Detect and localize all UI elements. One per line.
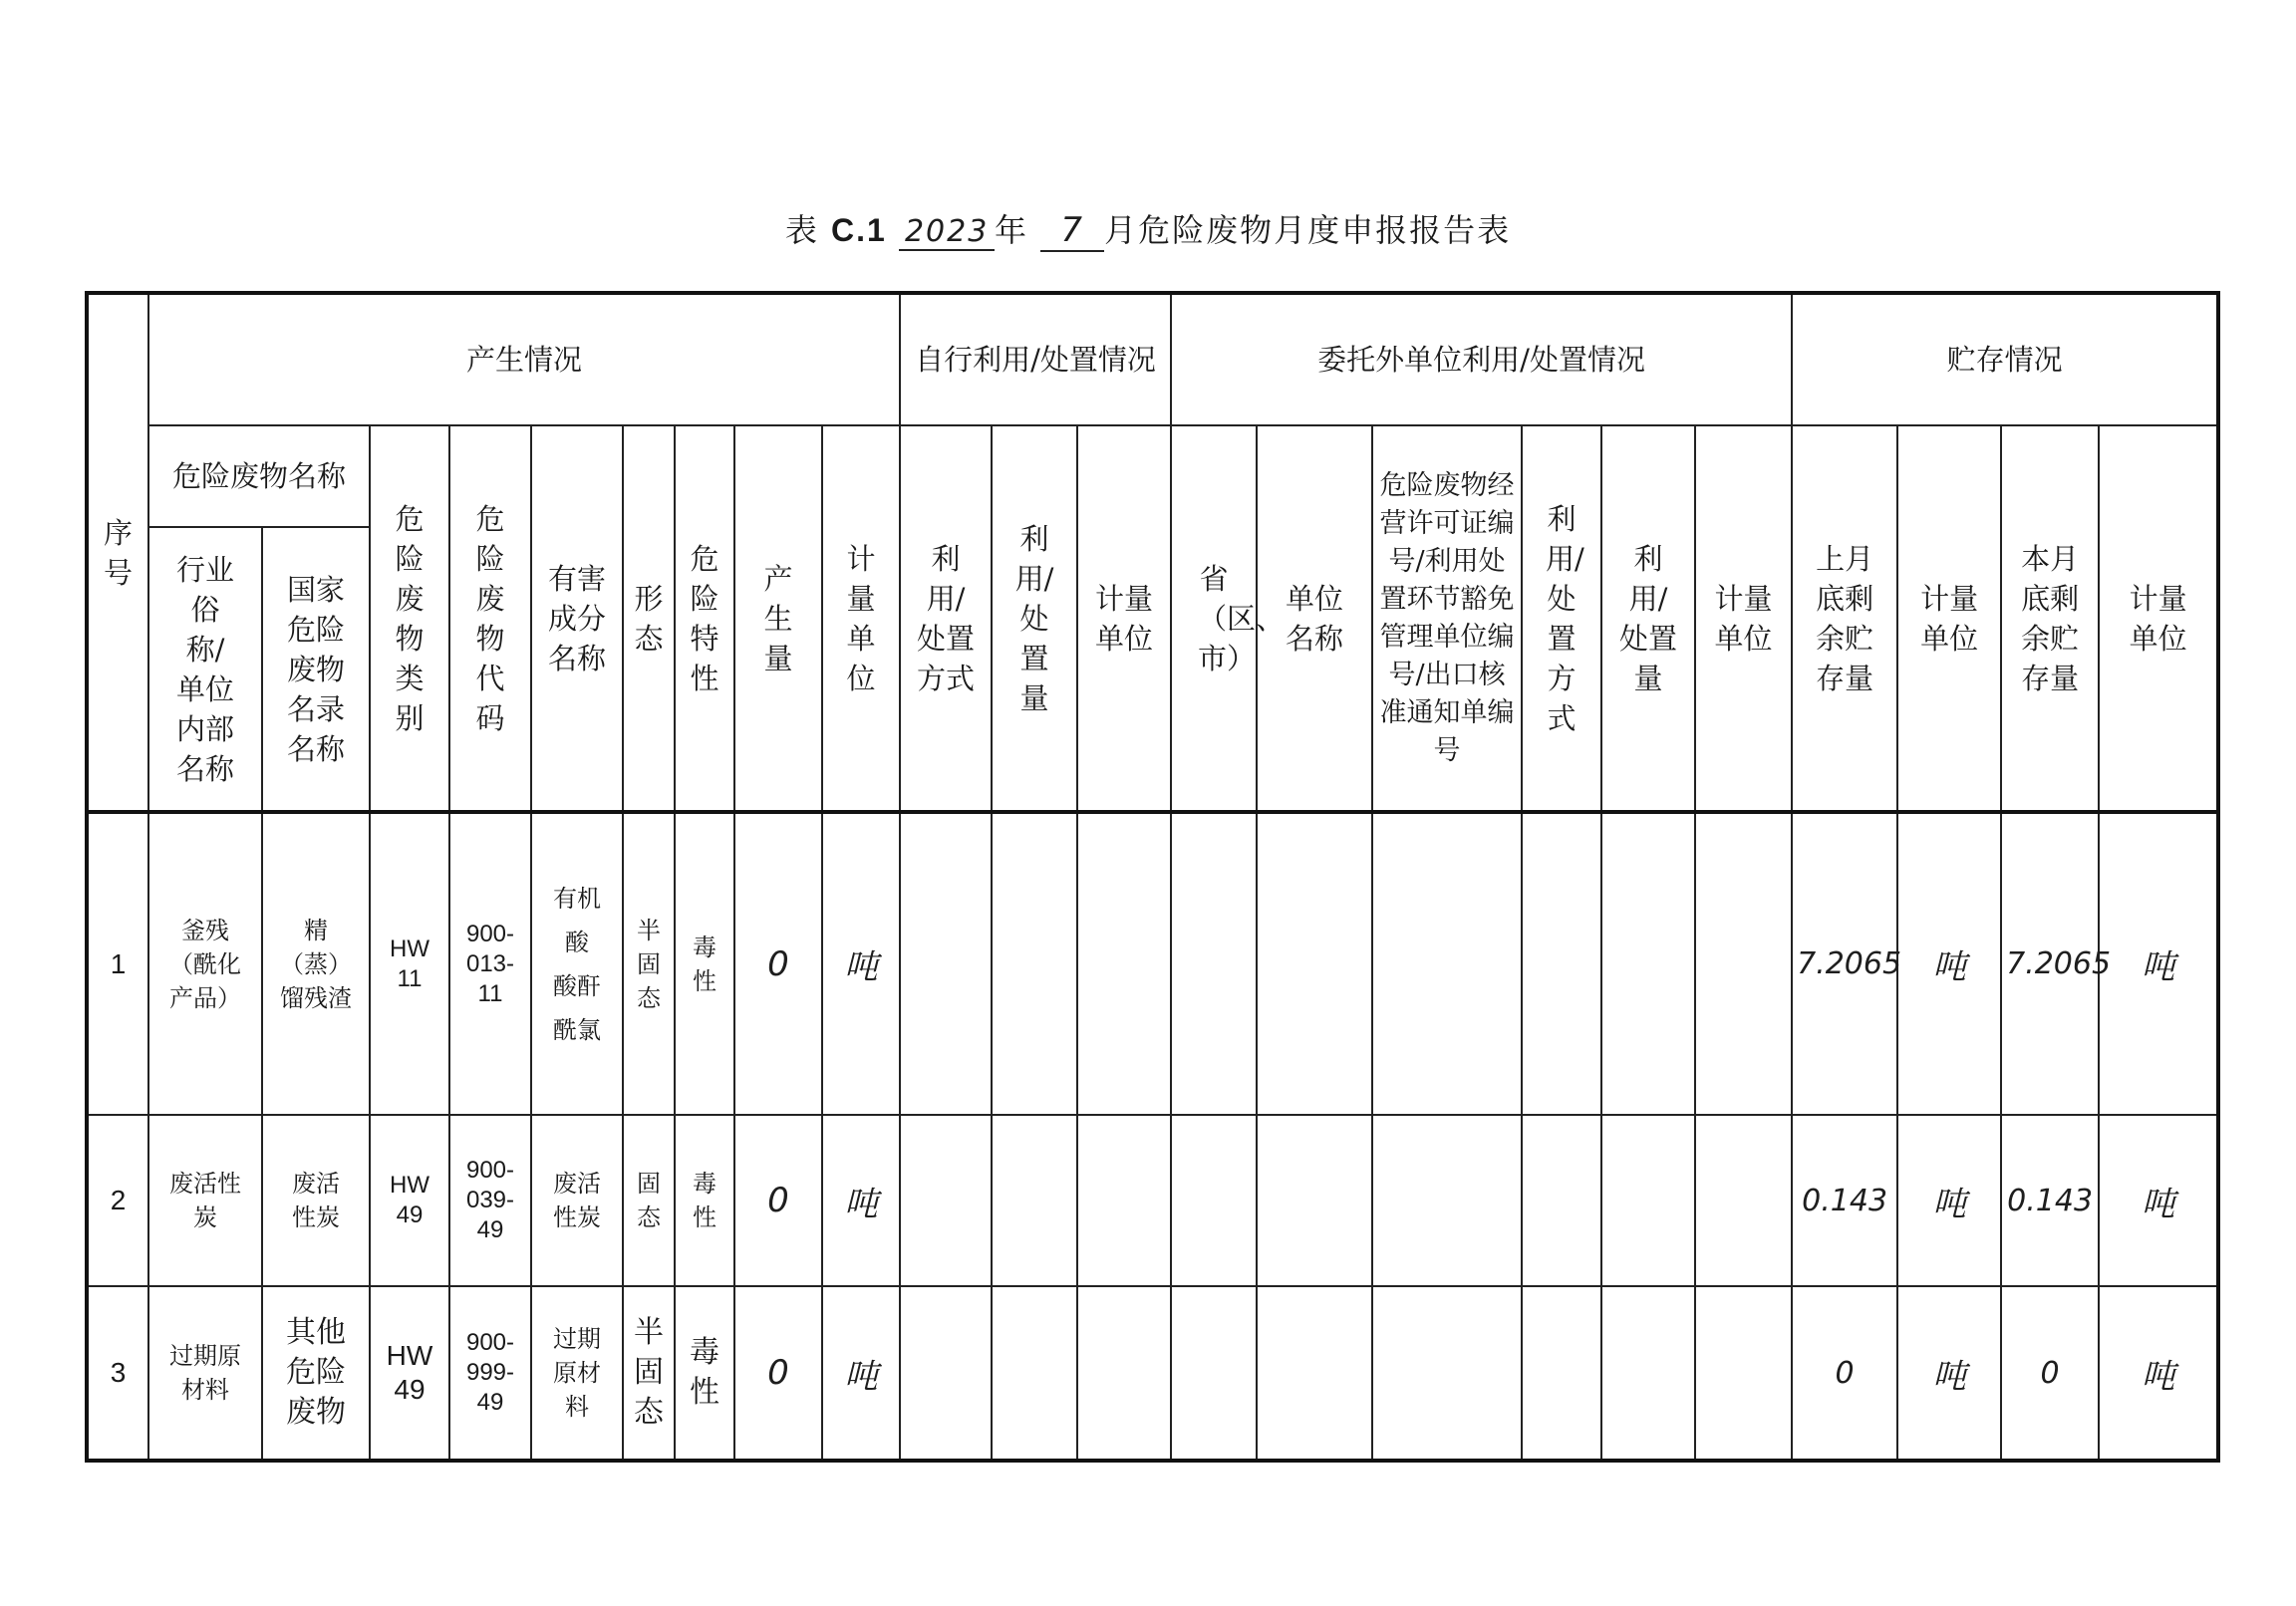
row-ent-amount [1601, 1286, 1695, 1461]
row-this-storage: 7.2065 [2001, 812, 2099, 1115]
header-self-use: 自行利用/处置情况 [900, 293, 1171, 425]
row-form: 半固态 [623, 1286, 675, 1461]
header-ent-amount: 利用/处置量 [1601, 425, 1695, 812]
row-last-unit: 吨 [1897, 1115, 2001, 1286]
header-storage: 贮存情况 [1792, 293, 2218, 425]
row-province [1171, 1115, 1257, 1286]
row-unit: 吨 [822, 812, 900, 1115]
header-entrusted: 委托外单位利用/处置情况 [1171, 293, 1792, 425]
row-ent-unit [1695, 812, 1792, 1115]
row-self-amount [992, 812, 1077, 1115]
header-ent-unit: 计量单位 [1695, 425, 1792, 812]
header-category: 危险废物类别 [370, 425, 449, 812]
title-prefix: 表 [784, 211, 819, 249]
header-hazard-component: 有害成分名称 [531, 425, 623, 812]
row-category: HW49 [370, 1286, 449, 1461]
row-code: 900-013-11 [449, 812, 531, 1115]
header-province: 省（区、市） [1171, 425, 1257, 812]
header-last-storage: 上月底剩余贮存量 [1792, 425, 1897, 812]
row-license [1372, 1115, 1522, 1286]
row-last-storage: 0 [1792, 1286, 1897, 1461]
row-code: 900-999-49 [449, 1286, 531, 1461]
row-hazard-component: 过期原材料 [531, 1286, 623, 1461]
row-self-method [900, 1286, 992, 1461]
header-code: 危险废物代码 [449, 425, 531, 812]
row-form: 半固态 [623, 812, 675, 1115]
row-this-storage: 0 [2001, 1286, 2099, 1461]
row-hazard-property: 毒性 [675, 812, 734, 1115]
row-seq: 2 [87, 1115, 148, 1286]
handwritten-year: 2023 [899, 214, 995, 251]
row-last-unit: 吨 [1897, 812, 2001, 1115]
table-row [87, 1115, 2218, 1286]
row-this-unit: 吨 [2099, 1286, 2218, 1461]
row-output: 0 [734, 1115, 822, 1286]
row-self-method [900, 812, 992, 1115]
header-hazard-property: 危险特性 [675, 425, 734, 812]
page-title [0, 205, 2296, 252]
row-hazard-component: 废活性炭 [531, 1115, 623, 1286]
row-last-storage: 7.2065 [1792, 812, 1897, 1115]
row-form: 固态 [623, 1115, 675, 1286]
row-seq: 3 [87, 1286, 148, 1461]
row-output: 0 [734, 1286, 822, 1461]
header-form: 形态 [623, 425, 675, 812]
row-license [1372, 1286, 1522, 1461]
header-waste-name: 危险废物名称 [148, 425, 370, 527]
row-license [1372, 812, 1522, 1115]
row-national-name: 其他危险废物 [262, 1286, 370, 1461]
row-self-unit [1077, 812, 1171, 1115]
row-unit: 吨 [822, 1286, 900, 1461]
title-year-suffix: 年 [994, 211, 1028, 249]
row-unit-name [1257, 1286, 1372, 1461]
row-industry-name: 废活性炭 [148, 1115, 262, 1286]
row-self-method [900, 1115, 992, 1286]
header-license: 危险废物经营许可证编号/利用处置环节豁免管理单位编号/出口核准通知单编号 [1372, 425, 1522, 812]
row-output: 0 [734, 812, 822, 1115]
row-ent-method [1522, 1115, 1601, 1286]
title-text: 月危险废物月度申报报告表 [1104, 211, 1512, 249]
row-category: HW49 [370, 1115, 449, 1286]
row-this-unit: 吨 [2099, 812, 2218, 1115]
row-code: 900-039-49 [449, 1115, 531, 1286]
row-province [1171, 1286, 1257, 1461]
handwritten-month: 7 [1040, 210, 1104, 252]
row-ent-method [1522, 812, 1601, 1115]
row-hazard-component: 有机酸 酸酐 酰氯 [531, 812, 623, 1115]
header-unit-name: 单位名称 [1257, 425, 1372, 812]
row-self-unit [1077, 1286, 1171, 1461]
row-last-unit: 吨 [1897, 1286, 2001, 1461]
row-self-amount [992, 1286, 1077, 1461]
row-province [1171, 812, 1257, 1115]
header-unit1: 计量单位 [822, 425, 900, 812]
header-production: 产生情况 [148, 293, 900, 425]
row-this-unit: 吨 [2099, 1115, 2218, 1286]
row-ent-method [1522, 1286, 1601, 1461]
row-self-amount [992, 1115, 1077, 1286]
table-row [87, 812, 2218, 1115]
row-ent-amount [1601, 1115, 1695, 1286]
row-hazard-property: 毒性 [675, 1286, 734, 1461]
row-national-name: 精（蒸）馏残渣 [262, 812, 370, 1115]
header-industry-name: 行业俗称/单位内部名称 [148, 527, 262, 812]
header-last-unit: 计量单位 [1897, 425, 2001, 812]
table-id: C.1 [831, 212, 887, 248]
row-unit-name [1257, 1115, 1372, 1286]
row-unit-name [1257, 812, 1372, 1115]
report-table [85, 291, 2220, 1463]
header-output: 产生量 [734, 425, 822, 812]
header-ent-method: 利用/处置方式 [1522, 425, 1601, 812]
row-ent-unit [1695, 1115, 1792, 1286]
row-hazard-property: 毒性 [675, 1115, 734, 1286]
row-self-unit [1077, 1115, 1171, 1286]
header-this-unit: 计量单位 [2099, 425, 2218, 812]
header-this-storage: 本月底剩余贮存量 [2001, 425, 2099, 812]
row-category: HW11 [370, 812, 449, 1115]
header-self-method: 利用/处置方式 [900, 425, 992, 812]
table-row [87, 1286, 2218, 1461]
row-industry-name: 过期原材料 [148, 1286, 262, 1461]
header-self-unit: 计量单位 [1077, 425, 1171, 812]
header-seq: 序号 [87, 293, 148, 812]
header-national-name: 国家危险废物名录名称 [262, 527, 370, 812]
row-national-name: 废活性炭 [262, 1115, 370, 1286]
row-last-storage: 0.143 [1792, 1115, 1897, 1286]
row-ent-unit [1695, 1286, 1792, 1461]
row-industry-name: 釜残（酰化产品） [148, 812, 262, 1115]
row-unit: 吨 [822, 1115, 900, 1286]
row-ent-amount [1601, 812, 1695, 1115]
row-this-storage: 0.143 [2001, 1115, 2099, 1286]
row-seq: 1 [87, 812, 148, 1115]
header-self-amount: 利用/处置量 [992, 425, 1077, 812]
